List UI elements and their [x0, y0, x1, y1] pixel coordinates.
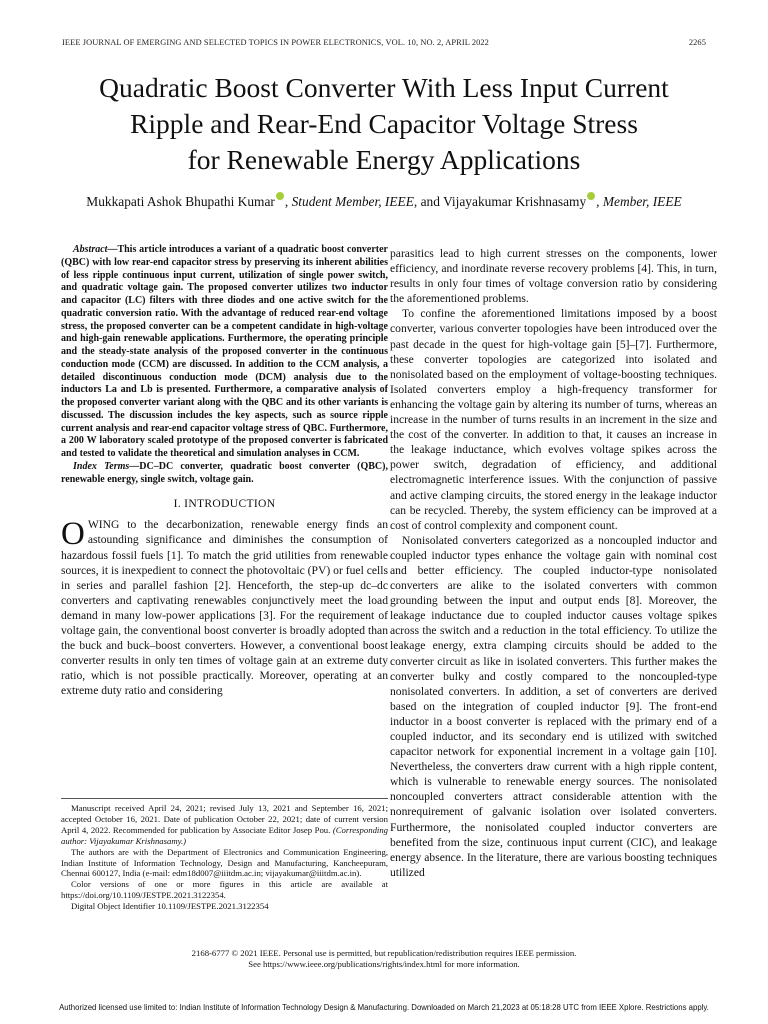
authorized-use-notice: Authorized licensed use limited to: Indian Institute of Information Technology Design & Manufacturing. Downloaded on March 21,2023 at 05:18:28 UTC from IEEE Xplore. Restrictions apply. — [59, 1003, 709, 1012]
running-header — [62, 38, 706, 52]
author-name-1: Mukkapati Ashok Bhupathi Kumar — [86, 194, 275, 209]
author-role-2: Member, IEEE — [602, 194, 682, 209]
copyright-notice — [0, 948, 768, 970]
introduction-paragraph — [61, 517, 388, 698]
corresponding-author: (Corresponding author: Vijayakumar Krishnasamy.) — [61, 824, 389, 846]
title-line-2: Ripple and Rear-End Capacitor Voltage Stress — [130, 108, 638, 139]
index-terms-text: DC–DC converter, quadratic boost converter (QBC), renewable energy, single switch, voltage gain. — [61, 460, 388, 485]
drop-cap: O — [61, 516, 85, 553]
footnotes — [61, 798, 388, 912]
index-terms — [61, 461, 388, 487]
body-paragraph: To confine the aforementioned limitations imposed by a boost converter, various converter topologies have been introduced over the past decade in the quest for high-voltage gain [5]–[7]. Furthermore, these converter topologies are categorized into isolated and nonisolated based on the employment of voltage-boosting techniques. Isolated converters employ a high-frequency transformer for enhancing the voltage gain by altering its number of turns, whereas an increase in the number of turns results in an increment in the size and the cost of the converter. In addition to that, it causes an increase in the leakage inductance, which evolves voltage spikes across the power switch, degradation of efficiency, and additional electromagnetic interference issues. With the conjunction of passive and active clamping circuits, the stored energy in the leakage inductor can be recycled. Thereby, the system efficiency can be improved at a cost of control complexity and component count. — [390, 307, 717, 532]
left-column — [61, 244, 388, 698]
author-line: Mukkapati Ashok Bhupathi Kumar , Student Member, IEEE, and Vijayakumar Krishnasamy , Member, IEEE — [86, 194, 682, 209]
footnote-color-versions: Color versions of one or more figures in this article are available at https://doi.org/10.1109/JESTPE.2021.3122354. — [61, 879, 388, 901]
author-conjunction: , and — [413, 194, 444, 209]
section-heading-introduction: I. INTRODUCTION — [173, 497, 276, 511]
footnote-manuscript — [61, 803, 388, 847]
introduction-text: WING to the decarbonization, renewable energy finds an astounding significance and diminishes the consumption of hazardous fossil fuels [1]. To match the grid utilities from renewable sources, it is inexpedient to connect the photovoltaic (PV) or fuel cells in series and parallel fashion [2]. Henceforth, the step-up dc–dc converters and captivating renewables conjunctively meet the load demand in many low-power applications [3]. For the requirement of voltage gain, the conventional boost converter is broadly adopted than the buck and buck–boost converters. However, a conventional boost converter results in only ten times of voltage gain at an extreme duty ratio, which is not possible practically. Moreover, operating at an extreme duty ratio and considering — [61, 518, 388, 698]
copyright-line-1: 2168-6777 © 2021 IEEE. Personal use is permitted, but republication/redistribution requires IEEE permission. — [191, 948, 577, 958]
orcid-icon[interactable] — [587, 192, 595, 200]
title-line-1: Quadratic Boost Converter With Less Input Current — [99, 72, 669, 103]
author-role-1: Student Member, IEEE — [291, 194, 414, 209]
page-number: 2265 — [688, 38, 706, 47]
footnote-doi: Digital Object Identifier 10.1109/JESTPE.2021.3122354 — [71, 901, 269, 912]
abstract — [61, 244, 388, 461]
index-terms-label: Index Terms— — [73, 460, 140, 472]
right-column — [390, 246, 717, 880]
footnote-affiliation: The authors are with the Department of Electronics and Communication Engineering, Indian Institute of Information Technology, Design and Manufacturing, Kancheepuram, Chennai 600127, India (e-mail: edm18d007@iiitdm.ac.in; vijayakumar@iiitdm.ac.in). — [61, 846, 388, 879]
abstract-text: This article introduces a variant of a quadratic boost converter (QBC) with low rear-end capacitor stress by preserving its inherent abilities of less ripple continuous input current, utilization of single power switch, and quadratic voltage gain. The proposed converter utilizes two inductor and capacitor (LC) filters with three diodes and one active switch for the quadratic conversion ratio. With the advantage of reduced rear-end voltage stress, the proposed converter can be a competent candidate in high-voltage and high-gain renewable applications. Furthermore, the operating principle and the steady-state analysis of the proposed converter in the continuous conduction mode (CCM) are discussed. In addition to the CCM analysis, a detailed discontinuous conduction mode (DCM) analysis due to the inductors La and Lb is presented. Furthermore, a comparative analysis of the proposed converter variant along with the QBC and its other variants is discussed. The discussion includes the key aspects, such as source ripple current analysis and rear-end capacitor voltage stress of QBC. Furthermore, a 200 W laboratory scaled prototype of the proposed converter is fabricated and tested to validate the theoretical and simulation analyses in CCM. — [61, 244, 388, 459]
orcid-icon[interactable] — [276, 192, 284, 200]
abstract-label: Abstract— — [73, 244, 118, 255]
author-name-2: Vijayakumar Krishnasamy — [443, 194, 587, 209]
title-line-3: for Renewable Energy Applications — [187, 144, 581, 175]
copyright-line-2: See https://www.ieee.org/publications/rights/index.html for more information. — [248, 959, 520, 969]
journal-name: IEEE JOURNAL OF EMERGING AND SELECTED TOPICS IN POWER ELECTRONICS, VOL. 10, NO. 2, APRIL 2022 — [62, 38, 489, 47]
body-paragraph: parasitics lead to high current stresses on the components, lower efficiency, and inordinate reverse recovery problems [4]. This, in turn, results in only four times of voltage conversion ratio by considering the aforementioned problems. — [390, 247, 717, 306]
paper-title — [30, 70, 738, 178]
body-paragraph: Nonisolated converters categorized as a noncoupled inductor and coupled inductor types enhance the voltage gain with nominal cost and better efficiency. The coupled inductor-type nonisolated converters are alike to the isolated converters with common grounding between the input and output ends [8]. Moreover, the leakage inductance due to coupled inductor causes voltage spikes across the switch and a reduction in the total efficiency. To utilize the leakage energy, extra clamping circuits should be added to the converter circuit as like in isolated converters. This further makes the converter bulky and costly compared to the noncoupled-type nonisolated converters. In addition, a set of converters are derived based on the integration of coupled inductor [9]. The front-end inductor in a boost converter is replaced with the primary end of a coupled inductor, and its secondary end is utilized with switched capacitor network for exponential increment in a voltage gain [10]. Nevertheless, the converters draw current with a high ripple content, which is vulnerable to renewable energy sources. The nonisolated noncoupled converters attract considerable attention with the nonrequirement of galvanic isolation over isolated converters. Furthermore, the nonisolated coupled inductor converters are benefited from the size, continuous input current (CIC), and leakage energy absence. In the literature, there are various boosting techniques utilized — [390, 533, 717, 879]
footnote-manuscript-text: Manuscript received April 24, 2021; revised July 13, 2021 and September 16, 2021; accepted October 16, 2021. Date of publication October 22, 2021; date of current version April 4, 2022. Recommended for publication by Associate Editor Josep Pou. — [61, 803, 388, 835]
